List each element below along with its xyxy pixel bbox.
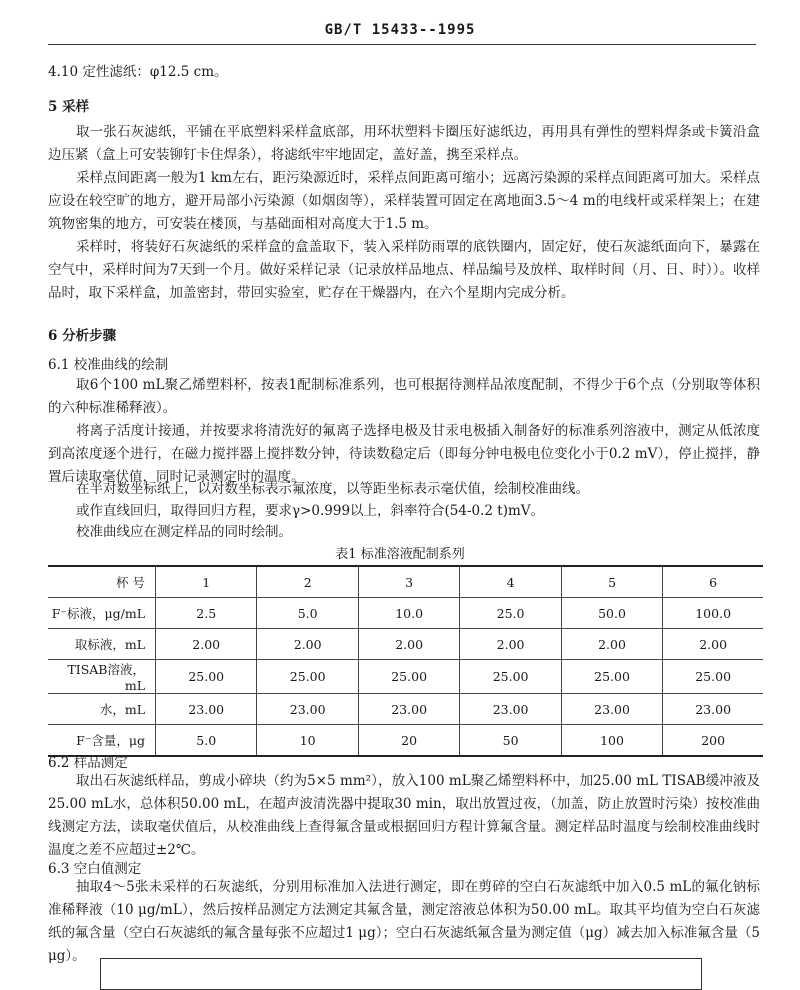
table-cell: 25.00 bbox=[663, 660, 763, 694]
table-cell: 10.0 bbox=[358, 598, 459, 629]
table-cell: 2.00 bbox=[156, 629, 257, 660]
table-row bbox=[48, 629, 763, 660]
table-cell: 2.00 bbox=[257, 629, 358, 660]
section-6-1-para-1: 取6个100 mL聚乙烯塑料杯，按表1配制标准系列，也可根据待测样品浓度配制，不得少于6个点（分别取等体积的六种标准稀释液）。 bbox=[48, 377, 760, 416]
section-6-3-para-1: 抽取4～5张未采样的石灰滤纸，分别用标准加入法进行测定，即在剪碎的空白石灰滤纸中加入0.5 mL的氟化钠标准稀释液（10 μg/mL），然后按样品测定方法测定其氟含量，测定溶液总体积为50.00 mL。取其平均值为空白石灰滤纸的氟含量（空白石灰滤纸的氟含量每张不应超过1 μg）；空白石灰滤纸氟含量为测定值（μg）减去加入标准氟含量（5 μg）。 bbox=[48, 879, 760, 964]
section-5-para-1: 取一张石灰滤纸，平铺在平底塑料采样盒底部，用环状塑料卡圈压好滤纸边，再用具有弹性的塑料焊条或卡簧沿盒边压紧（盒上可安装铆钉卡住焊条），将滤纸牢牢地固定，盖好盖，携至采样点。 bbox=[48, 124, 760, 163]
table-cell: 25.00 bbox=[561, 660, 662, 694]
section-6-1-title: 6.1 校准曲线的绘制 bbox=[48, 357, 169, 373]
table-cell: 水，mL bbox=[48, 694, 156, 725]
table-header-cell: 3 bbox=[358, 566, 459, 598]
table-cell: 100.0 bbox=[663, 598, 763, 629]
standard-solution-table bbox=[48, 565, 763, 757]
table-cell: 2.00 bbox=[358, 629, 459, 660]
table-cell: 23.00 bbox=[561, 694, 662, 725]
table-cell: TISAB溶液，mL bbox=[48, 660, 156, 694]
section-6-1-para-3: 在半对数坐标纸上，以对数坐标表示氟浓度，以等距坐标表示毫伏值，绘制校准曲线。 bbox=[76, 481, 589, 497]
section-5-title: 5 采样 bbox=[48, 99, 90, 115]
table-cell: 10 bbox=[257, 725, 358, 757]
section-6-1-para-5: 校准曲线应在测定样品的同时绘制。 bbox=[76, 524, 292, 540]
bottom-frame bbox=[100, 958, 702, 990]
table-cell: 20 bbox=[358, 725, 459, 757]
table-cell: 2.5 bbox=[156, 598, 257, 629]
table-cell: F⁻标液，μg/mL bbox=[48, 598, 156, 629]
table-cell: 25.00 bbox=[156, 660, 257, 694]
table-cell: 50.0 bbox=[561, 598, 662, 629]
table-cell: 2.00 bbox=[460, 629, 561, 660]
table-cell: 23.00 bbox=[460, 694, 561, 725]
table-cell: 25.00 bbox=[358, 660, 459, 694]
table-cell: 23.00 bbox=[358, 694, 459, 725]
table-header-cell: 杯 号 bbox=[48, 566, 156, 598]
table-cell: 取标液，mL bbox=[48, 629, 156, 660]
table-cell: 25.00 bbox=[460, 660, 561, 694]
table-cell: 5.0 bbox=[257, 598, 358, 629]
table-row bbox=[48, 660, 763, 694]
table-row bbox=[48, 725, 763, 757]
table-cell: 23.00 bbox=[156, 694, 257, 725]
table-cell: 2.00 bbox=[561, 629, 662, 660]
table-cell: 2.00 bbox=[663, 629, 763, 660]
header-rule bbox=[48, 44, 756, 45]
table-header-cell: 4 bbox=[460, 566, 561, 598]
table-header-cell: 5 bbox=[561, 566, 662, 598]
table-cell: 50 bbox=[460, 725, 561, 757]
section-6-title: 6 分析步骤 bbox=[48, 328, 117, 344]
table-cell: 23.00 bbox=[663, 694, 763, 725]
section-6-3-title: 6.3 空白值测定 bbox=[48, 861, 142, 877]
section-5-para-2: 采样点间距离一般为1 km左右，距污染源近时，采样点间距离可缩小；远离污染源的采样点间距离可加大。采样点应设在较空旷的地方，避开局部小污染源（如烟囱等），采样装置可固定在离地面3.5～4 m的电线杆或采样架上；在建筑物密集的地方，可安装在楼顶，与基础面相对高度大于1.5 m。 bbox=[48, 170, 760, 232]
section-6-2-title: 6.2 样品测定 bbox=[48, 755, 128, 771]
table-header-row bbox=[48, 566, 763, 598]
table-cell: 23.00 bbox=[257, 694, 358, 725]
section-6-1-para-4: 或作直线回归，取得回归方程，要求γ>0.999以上，斜率符合(54-0.2 t)mV。 bbox=[76, 503, 545, 519]
table-row bbox=[48, 598, 763, 629]
table-cell: F⁻含量，μg bbox=[48, 725, 156, 757]
clause-4-10: 4.10 定性滤纸：φ12.5 cm。 bbox=[48, 64, 228, 80]
table-cell: 200 bbox=[663, 725, 763, 757]
table-cell: 25.00 bbox=[257, 660, 358, 694]
table-caption: 表1 标准溶液配制系列 bbox=[335, 547, 465, 562]
section-6-2-para-1: 取出石灰滤纸样品，剪成小碎块（约为5×5 mm²），放入100 mL聚乙烯塑料杯中，加25.00 mL TISAB缓冲液及25.00 mL水，总体积50.00 mL，在超声波清洗器中提取30 min，取出放置过夜，（加盖，防止放置时污染）按校准曲线测定方法，读取毫伏值后，从校准曲线上查得氟含量或根据回归方程计算氟含量。测定样品时温度与绘制校准曲线时温度之差不应超过±2℃。 bbox=[48, 773, 760, 858]
page-header: GB/T 15433--1995 bbox=[324, 22, 476, 38]
table-header-cell: 2 bbox=[257, 566, 358, 598]
table-cell: 5.0 bbox=[156, 725, 257, 757]
table-cell: 100 bbox=[561, 725, 662, 757]
table-header-cell: 1 bbox=[156, 566, 257, 598]
table-row bbox=[48, 694, 763, 725]
table-cell: 25.0 bbox=[460, 598, 561, 629]
section-6-1-para-2: 将离子活度计接通，并按要求将清洗好的氟离子选择电极及甘汞电极插入制备好的标准系列溶液中，测定从低浓度到高浓度逐个进行，在磁力搅拌器上搅拌数分钟，待读数稳定后（即每分钟电极电位变化小于0.2 mV），停止搅拌，静置后读取毫伏值，同时记录测定时的温度。 bbox=[48, 423, 760, 485]
table-header-cell: 6 bbox=[663, 566, 763, 598]
section-5-para-3: 采样时，将装好石灰滤纸的采样盒的盒盖取下，装入采样防雨罩的底铁圈内，固定好，使石灰滤纸面向下，暴露在空气中，采样时间为7天到一个月。做好采样记录（记录放样品地点、样品编号及放样、取样时间（月、日、时））。收样品时，取下采样盒，加盖密封，带回实验室，贮存在干燥器内，在六个星期内完成分析。 bbox=[48, 239, 760, 301]
